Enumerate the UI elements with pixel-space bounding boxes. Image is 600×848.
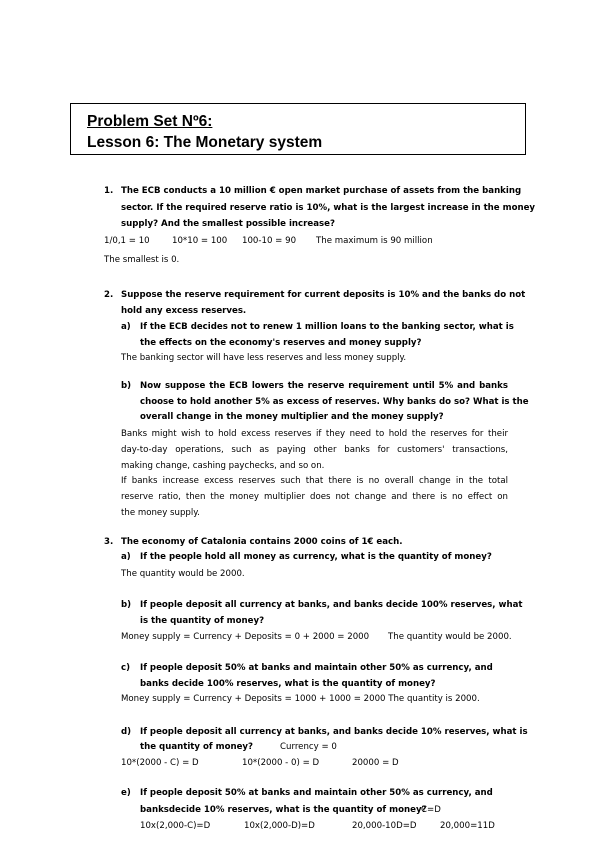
document-title: Problem Set Nº6: [87,113,213,130]
q1-number: 1. [104,186,114,196]
q3a-question: If the people hold all money as currency, what is the quantity of money? [140,552,492,562]
q1-line-2: sector. If the required reserve ratio is 10%, what is the largest increase in the money [121,203,536,213]
q3d-answer-2: 10*(2000 - 0) = D [242,758,320,768]
q3e-answer-1: 10x(2,000-C)=D [140,821,211,831]
q3a-label: a) [121,552,131,562]
q2a-label: a) [121,322,131,332]
q3d-inline: Currency = 0 [280,742,337,752]
q3e-answer-2: 10x(2,000-D)=D [244,821,315,831]
q3c-line-2: banks decide 100% reserves, what is the quantity of money? [140,679,436,689]
q3b-answer-1: Money supply = Currency + Deposits = 0 + 2000 = 2000 [121,632,370,642]
q1-answer-1: 1/0,1 = 10 [104,236,150,246]
q3-number: 3. [104,537,114,547]
q1-answer-2: 10*10 = 100 [172,236,228,246]
q3d-answer-3: 20000 = D [352,758,399,768]
q2-line-2: hold any excess reserves. [121,306,247,316]
q3d-line-2: the quantity of money? [140,742,254,752]
q2b-line-2: choose to hold another 5% as excess of reserves. Why banks do so? What is the [140,397,529,407]
q3-line: The economy of Catalonia contains 2000 coins of 1€ each. [121,537,403,547]
q1-answer-5: The smallest is 0. [104,255,180,265]
q3d-line-1: If people deposit all currency at banks, and banks decide 10% reserves, what is [140,727,528,737]
q3e-inline: C=D [421,805,441,815]
document-subtitle: Lesson 6: The Monetary system [87,134,323,151]
q2-number: 2. [104,290,114,300]
q3c-line-1: If people deposit 50% at banks and maintain other 50% as currency, and [140,663,493,673]
q1-line-1: The ECB conducts a 10 million € open market purchase of assets from the banking [121,186,522,196]
q3d-label: d) [121,727,132,737]
q2b-line-3: overall change in the money multiplier and the money supply? [140,412,444,422]
q3e-line-1: If people deposit 50% at banks and maintain other 50% as currency, and [140,788,493,798]
q2a-answer: The banking sector will have less reserves and less money supply. [121,353,407,363]
q1-answer-4: The maximum is 90 million [316,236,433,246]
q1-line-3: supply? And the smallest possible increase? [121,219,335,229]
q2b-answer-2: day-to-day operations, such as paying other banks for customers' transactions, [121,445,508,455]
q3c-answer: Money supply = Currency + Deposits = 1000 + 1000 = 2000 The quantity is 2000. [121,694,480,704]
q2-line-1: Suppose the reserve requirement for current deposits is 10% and the banks do not [121,290,526,300]
q3b-label: b) [121,600,132,610]
q3b-line-2: is the quantity of money? [140,616,265,626]
q3e-answer-4: 20,000=11D [440,821,495,831]
q2b-answer-3: making change, cashing paychecks, and so on. [121,461,325,471]
q2b-answer-6: the money supply. [121,508,200,518]
q3e-line-2: banksdecide 10% reserves, what is the quantity of money? [140,805,427,815]
q3a-answer: The quantity would be 2000. [121,569,245,579]
q2b-label: b) [121,381,132,391]
q2b-line-1: Now suppose the ECB lowers the reserve requirement until 5% and banks [140,381,508,391]
q2a-line-2: the effects on the economy's reserves and money supply? [140,338,422,348]
q3e-label: e) [121,788,131,798]
q2b-answer-4: If banks increase excess reserves such that there is no overall change in the total [121,476,508,486]
q2b-answer-5: reserve ratio, then the money multiplier does not change and there is no effect on [121,492,508,502]
q2a-line-1: If the ECB decides not to renew 1 million loans to the banking sector, what is [140,322,514,332]
q3e-answer-3: 20,000-10D=D [352,821,417,831]
q3d-answer-1: 10*(2000 - C) = D [121,758,199,768]
q1-answer-3: 100-10 = 90 [242,236,297,246]
q3c-label: c) [121,663,131,673]
q3b-answer-2: The quantity would be 2000. [388,632,512,642]
q2b-answer-1: Banks might wish to hold excess reserves if they need to hold the reserves for their [121,429,508,439]
q3b-line-1: If people deposit all currency at banks, and banks decide 100% reserves, what [140,600,523,610]
